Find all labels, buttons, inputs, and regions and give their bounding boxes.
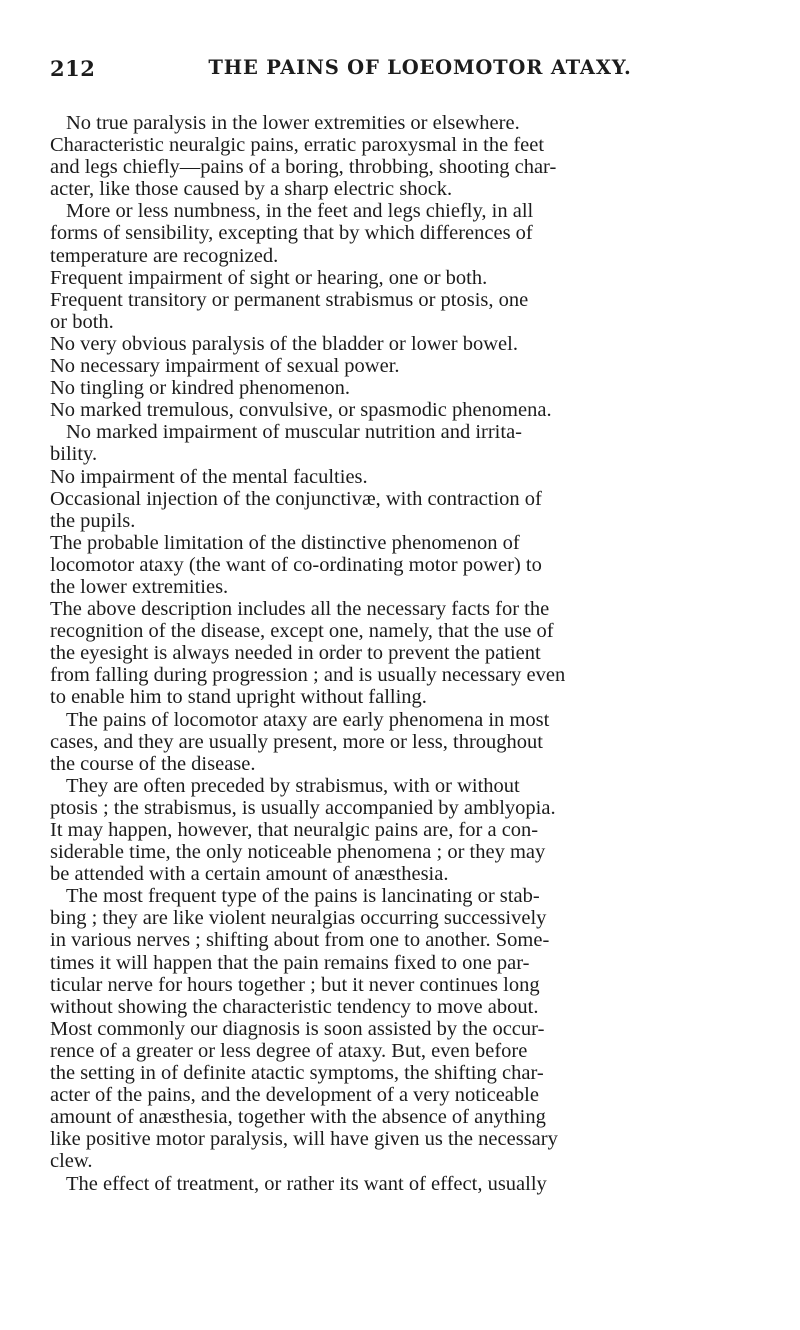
- text-line: recognition of the disease, except one, namely, that the use of: [50, 620, 554, 643]
- text-line: bility.: [50, 443, 98, 466]
- text-line: No marked tremulous, convulsive, or spasmodic phenomena.: [50, 399, 552, 422]
- text-line: the lower extremities.: [50, 575, 229, 598]
- text-line: from falling during progression ; and is usually necessary even: [50, 664, 566, 687]
- text-line: forms of sensibility, excepting that by which differences of: [50, 222, 533, 245]
- text-line: like positive motor paralysis, will have given us the necessary: [50, 1128, 558, 1151]
- text-line: The effect of treatment, or rather its want of effect, usually: [66, 1172, 547, 1195]
- running-head: [50, 56, 750, 84]
- text-line: The probable limitation of the distinctive phenomenon of: [50, 531, 520, 554]
- text-line: temperature are recognized.: [50, 244, 279, 267]
- text-line: The most frequent type of the pains is lancinating or stab-: [66, 885, 540, 908]
- text-line: Occasional injection of the conjunctivæ, with contraction of: [50, 487, 542, 510]
- body-text: [50, 112, 756, 1195]
- text-line: acter, like those caused by a sharp electric shock.: [50, 178, 453, 201]
- text-line: acter of the pains, and the development of a very noticeable: [50, 1084, 539, 1107]
- text-line: siderable time, the only noticeable phenomena ; or they may: [50, 841, 546, 864]
- text-line: the setting in of definite atactic symptoms, the shifting char-: [50, 1062, 544, 1085]
- text-line: the pupils.: [50, 509, 136, 532]
- text-line: cases, and they are usually present, more or less, throughout: [50, 730, 544, 753]
- text-line: ticular nerve for hours together ; but it never continues long: [50, 973, 540, 996]
- text-line: and legs chiefly—pains of a boring, throbbing, shooting char-: [50, 156, 557, 179]
- text-line: No true paralysis in the lower extremities or elsewhere.: [66, 112, 520, 134]
- text-line: No marked impairment of muscular nutrition and irrita-: [66, 421, 522, 444]
- text-line: No necessary impairment of sexual power.: [50, 355, 400, 378]
- running-title: THE PAINS OF LOEOMOTOR ATAXY.: [208, 56, 632, 79]
- text-line: The pains of locomotor ataxy are early phenomena in most: [66, 708, 550, 731]
- text-line: No very obvious paralysis of the bladder or lower bowel.: [50, 332, 518, 355]
- text-line: ptosis ; the strabismus, is usually accompanied by amblyopia.: [50, 796, 556, 819]
- text-line: rence of a greater or less degree of ataxy. But, even before: [50, 1039, 528, 1062]
- text-line: They are often preceded by strabismus, with or without: [66, 774, 520, 797]
- text-line: without showing the characteristic tendency to move about.: [50, 995, 539, 1018]
- text-line: The above description includes all the necessary facts for the: [50, 598, 550, 621]
- text-line: in various nerves ; shifting about from one to another. Some-: [50, 929, 550, 952]
- text-line: to enable him to stand upright without falling.: [50, 686, 427, 709]
- text-line: the eyesight is always needed in order to prevent the patient: [50, 642, 541, 665]
- text-line: No tingling or kindred phenomenon.: [50, 377, 351, 400]
- text-line: times it will happen that the pain remains fixed to one par-: [50, 951, 530, 974]
- text-line: bing ; they are like violent neuralgias occurring successively: [50, 907, 547, 930]
- text-line: Frequent impairment of sight or hearing, one or both.: [50, 266, 488, 289]
- text-line: Characteristic neuralgic pains, erratic paroxysmal in the feet: [50, 134, 545, 157]
- text-line: Frequent transitory or permanent strabismus or ptosis, one: [50, 288, 529, 311]
- text-line: be attended with a certain amount of anæsthesia.: [50, 863, 449, 886]
- text-line: locomotor ataxy (the want of co-ordinating motor power) to: [50, 553, 542, 576]
- text-line: the course of the disease.: [50, 752, 256, 775]
- text-line: Most commonly our diagnosis is soon assisted by the occur-: [50, 1017, 545, 1040]
- text-line: amount of anæsthesia, together with the absence of anything: [50, 1106, 546, 1129]
- page-number: 212: [50, 56, 96, 81]
- text-line: No impairment of the mental faculties.: [50, 465, 368, 488]
- text-line: More or less numbness, in the feet and legs chiefly, in all: [66, 200, 534, 223]
- text-line: It may happen, however, that neuralgic pains are, for a con-: [50, 819, 539, 841]
- text-line: clew.: [50, 1150, 93, 1173]
- text-line: or both.: [50, 310, 114, 333]
